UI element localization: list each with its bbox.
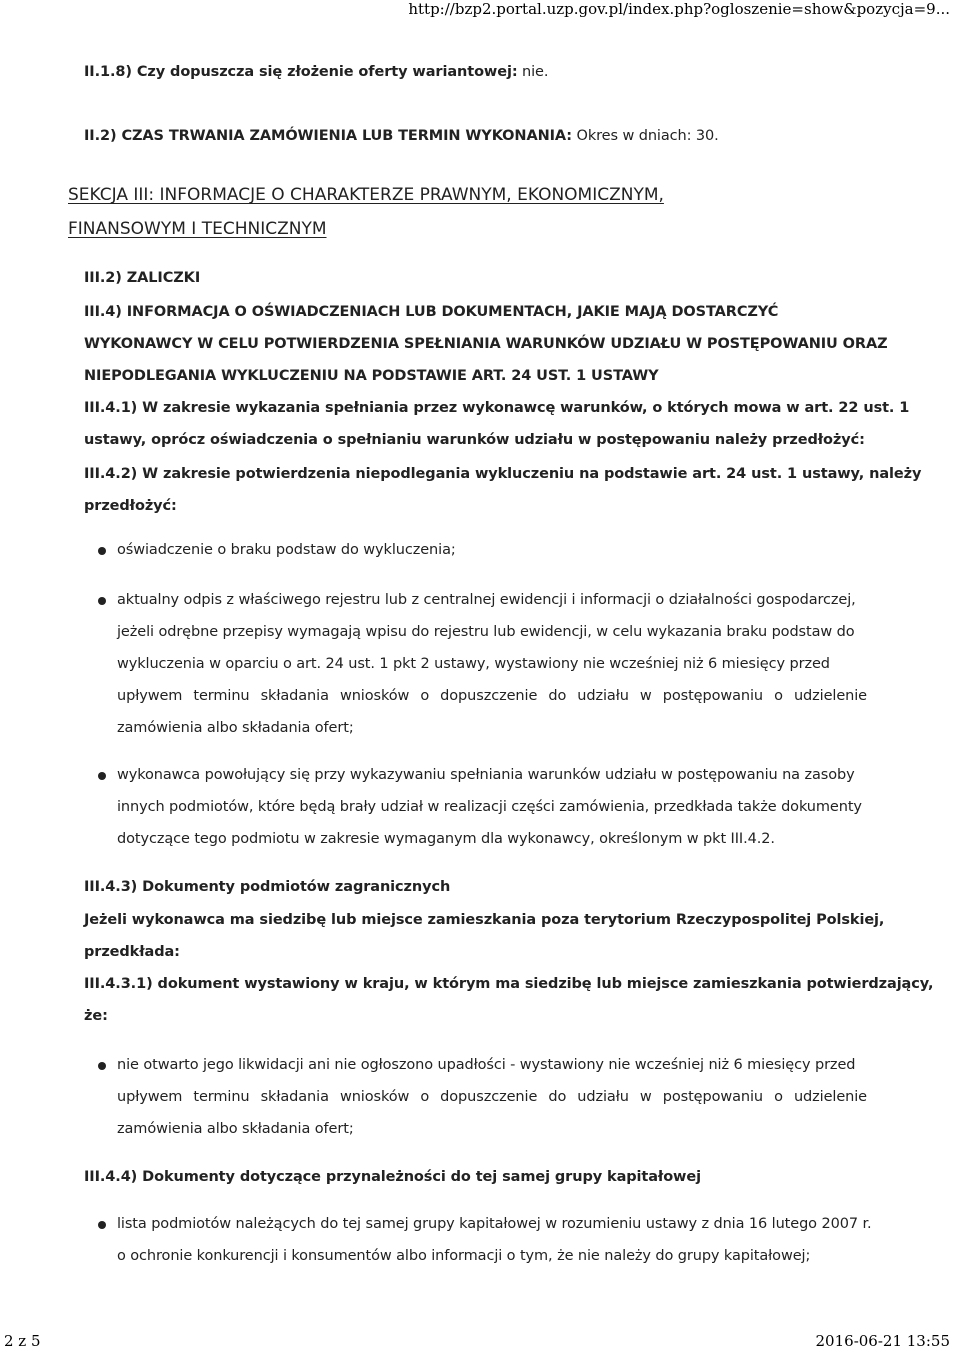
list1-item2-line2: jeżeli odrębne przepisy wymagają wpisu do rejestru lub ewidencji, w celu wykazania braku podstaw do — [117, 624, 855, 640]
list3-item1-line1: lista podmiotów należących do tej samej grupy kapitałowej w rozumieniu ustawy z dnia 16 lutego 2007 r. — [117, 1216, 872, 1232]
bullet-icon — [98, 1221, 106, 1229]
list3-item1-line2: o ochronie konkurencji i konsumentów albo informacji o tym, że nie należy do grupy kapitałowej; — [117, 1248, 811, 1264]
s2-line — [84, 126, 719, 146]
s341-line1: III.4.1) W zakresie wykazania spełniania przez wykonawcę warunków, o których mowa w art. 22 ust. 1 — [84, 400, 910, 416]
s342-line1: III.4.2) W zakresie potwierdzenia niepodlegania wykluczeniu na podstawie art. 24 ust. 1 ustawy, należy — [84, 466, 922, 482]
s1-line — [84, 62, 548, 82]
list1-item3-line3: dotyczące tego podmiotu w zakresie wymaganym dla wykonawcy, określonym w pkt III.4.2. — [117, 831, 775, 847]
s3431-line2: że: — [84, 1008, 108, 1024]
print-timestamp: 2016-06-21 13:55 — [815, 1332, 950, 1350]
s2-value: Okres w dniach: 30. — [572, 128, 719, 144]
s1-label: II.1.8) Czy dopuszcza się złożenie oferty wariantowej: — [84, 64, 518, 80]
list1-item2-line4 — [117, 686, 867, 706]
s32-heading: III.2) ZALICZKI — [84, 270, 201, 286]
s2-label: II.2) CZAS TRWANIA ZAMÓWIENIA LUB TERMIN WYKONANIA: — [84, 128, 572, 144]
s343-title: III.4.3) Dokumenty podmiotów zagranicznych — [84, 879, 451, 895]
section3-title-line1: SEKCJA III: INFORMACJE O CHARAKTERZE PRAWNYM, EKONOMICZNYM, — [68, 185, 664, 205]
list2-item1-line2-text: upływem terminu składania wniosków o dopuszczenie do udziału w postępowaniu o udzielenie — [117, 1089, 867, 1105]
s344-title: III.4.4) Dokumenty dotyczące przynależności do tej samej grupy kapitałowej — [84, 1169, 701, 1185]
list1-item3-line1: wykonawca powołujący się przy wykazywaniu spełniania warunków udziału w postępowaniu na zasoby — [117, 767, 855, 783]
list1-item3-line2: innych podmiotów, które będą brały udział w realizacji części zamówienia, przedkłada także dokumenty — [117, 799, 862, 815]
s34-heading-line2: WYKONAWCY W CELU POTWIERDZENIA SPEŁNIANIA WARUNKÓW UDZIAŁU W POSTĘPOWANIU ORAZ — [84, 336, 888, 352]
list2-item1-line1: nie otwarto jego likwidacji ani nie ogłoszono upadłości - wystawiony nie wcześniej niż 6 miesięcy przed — [117, 1057, 856, 1073]
page-url: http://bzp2.portal.uzp.gov.pl/index.php?ogloszenie=show&pozycja=9... — [408, 0, 950, 18]
list2-item1-line2 — [117, 1087, 867, 1107]
s34-heading-line1: III.4) INFORMACJA O OŚWIADCZENIACH LUB DOKUMENTACH, JAKIE MAJĄ DOSTARCZYĆ — [84, 304, 779, 320]
list1-item1-line1: oświadczenie o braku podstaw do wykluczenia; — [117, 542, 456, 558]
list1-item2-line4-text: upływem terminu składania wniosków o dopuszczenie do udziału w postępowaniu o udzielenie — [117, 688, 867, 704]
s1-value: nie. — [517, 64, 549, 80]
bullet-icon — [98, 1062, 106, 1070]
s343-line2: przedkłada: — [84, 944, 180, 960]
bullet-icon — [98, 772, 106, 780]
s343-line1: Jeżeli wykonawca ma siedzibę lub miejsce zamieszkania poza terytorium Rzeczypospolitej Polskiej, — [84, 912, 885, 928]
page-number: 2 z 5 — [4, 1332, 41, 1350]
s341-line2: ustawy, oprócz oświadczenia o spełnianiu warunków udziału w postępowaniu należy przedłożyć: — [84, 432, 865, 448]
bullet-icon — [98, 597, 106, 605]
section3-title-line2: FINANSOWYM I TECHNICZNYM — [68, 219, 327, 239]
s342-line2: przedłożyć: — [84, 498, 177, 514]
s3431-line1: III.4.3.1) dokument wystawiony w kraju, w którym ma siedzibę lub miejsce zamieszkania potwierdzający, — [84, 976, 934, 992]
list1-item2-line5: zamówienia albo składania ofert; — [117, 720, 354, 736]
bullet-icon — [98, 547, 106, 555]
list1-item2-line1: aktualny odpis z właściwego rejestru lub z centralnej ewidencji i informacji o działalności gospodarczej, — [117, 592, 856, 608]
s34-heading-line3: NIEPODLEGANIA WYKLUCZENIU NA PODSTAWIE ART. 24 UST. 1 USTAWY — [84, 368, 659, 384]
list2-item1-line3: zamówienia albo składania ofert; — [117, 1121, 354, 1137]
list1-item2-line3: wykluczenia w oparciu o art. 24 ust. 1 pkt 2 ustawy, wystawiony nie wcześniej niż 6 miesięcy przed — [117, 656, 830, 672]
